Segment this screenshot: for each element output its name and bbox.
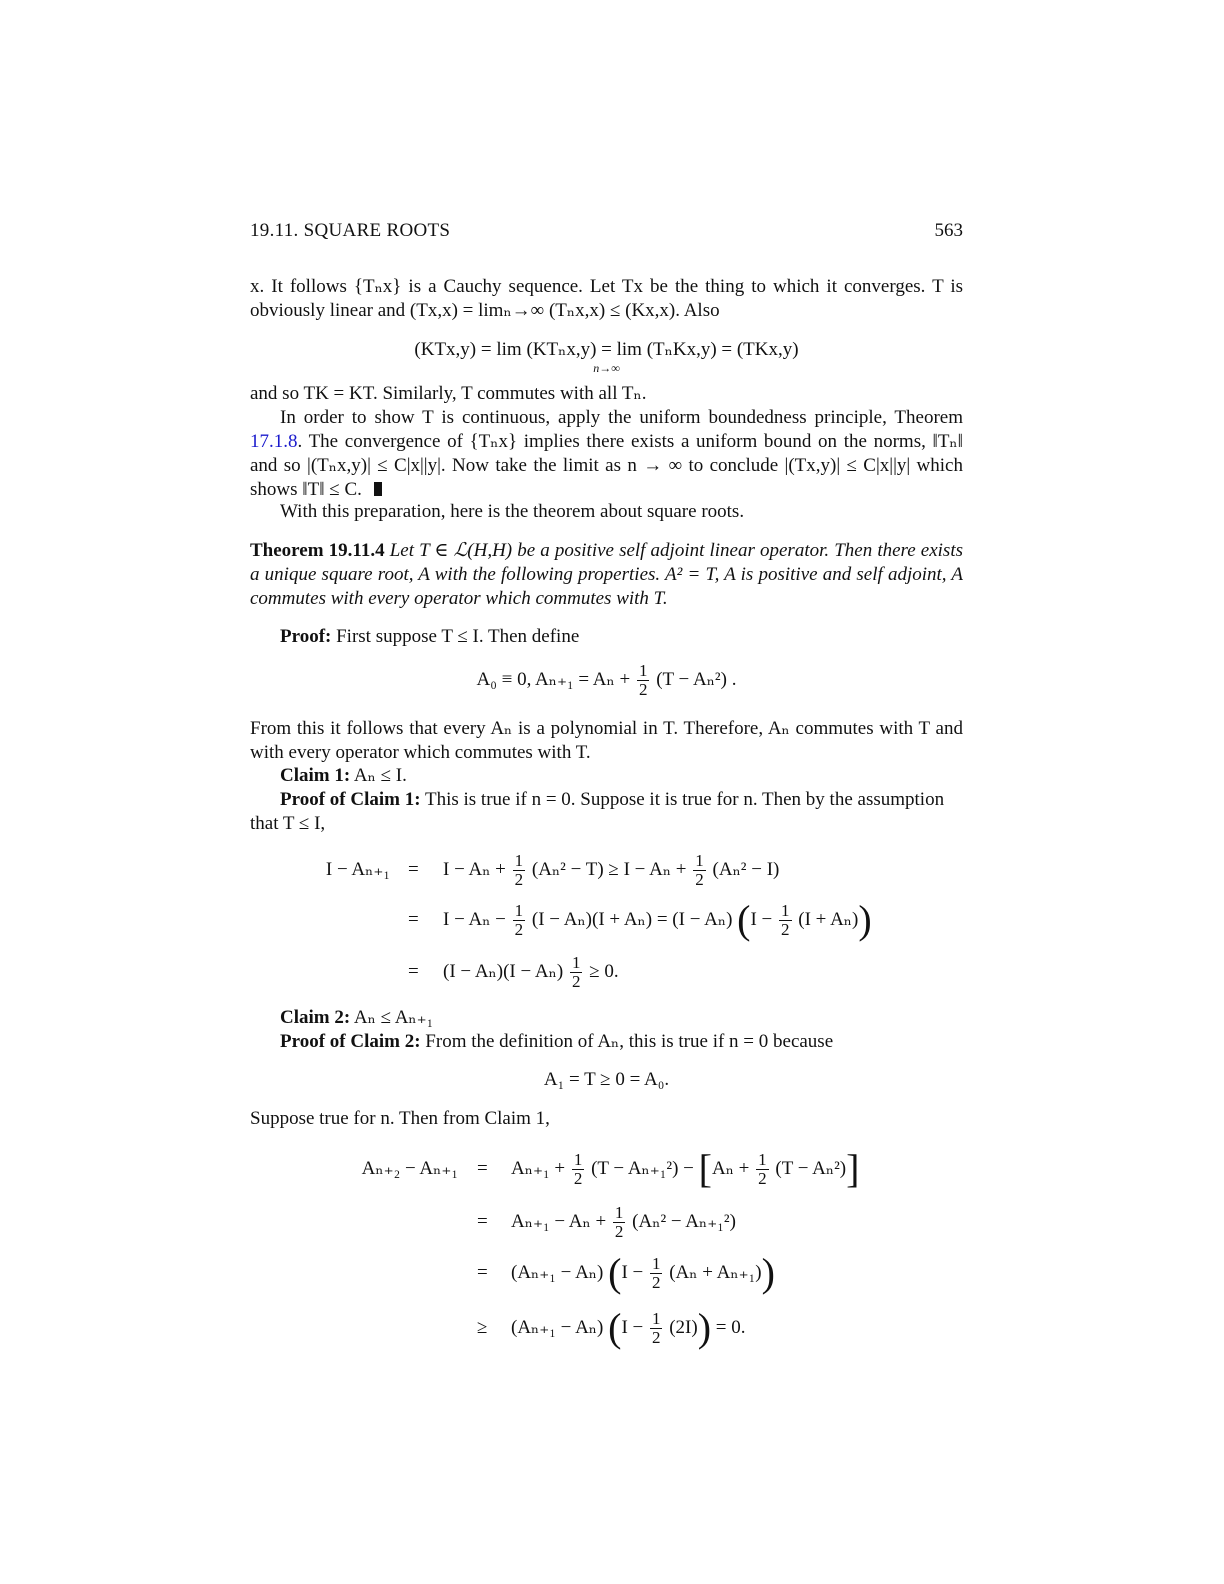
proof-claim-2 (250, 1030, 993, 1054)
eq-row-1: I − Aₙ + $\frac{1}{2}$ (Aₙ² − T) ≥ I − Aₙ + $\frac{1}{2}$ (Aₙ² − I) (443, 851, 780, 890)
claim-1-text: Aₙ ≤ I. (353, 765, 407, 786)
proof-label: Proof: (280, 626, 332, 647)
eq-row-lhs: Aₙ₊₂ − Aₙ₊₁ (361, 1158, 458, 1179)
eq-row-1: Aₙ₊₁ + $\frac{1}{2}$ (T − Aₙ₊₁²) − [Aₙ + $\frac{1}{2}$ (T − Aₙ²)] (511, 1146, 860, 1191)
eq-relation: ≥ (477, 1317, 488, 1338)
proof-start (250, 625, 993, 649)
paragraph-continuity (250, 406, 963, 502)
paragraph-cauchy: x. It follows {Tₙx} is a Cauchy sequence. Let Tx be the thing to which it converges. T is obviously linear and (Tx,x) = limₙ→∞ (Tₙx,x) ≤ (Kx,x). Also (250, 276, 963, 321)
claim-2 (250, 1006, 993, 1030)
eq-relation: = (408, 909, 419, 930)
paragraph-polynomial: From this it follows that every Aₙ is a polynomial in T. Therefore, Aₙ commutes with T and with every operator which commutes with T. (250, 718, 963, 763)
section-title: 19.11. SQUARE ROOTS (250, 220, 451, 241)
eq-row-2: I − Aₙ − $\frac{1}{2}$ (I − Aₙ)(I + Aₙ) = (I − Aₙ) (I − $\frac{1}{2}$ (I + Aₙ)) (443, 897, 872, 942)
qed-mark (374, 482, 382, 496)
eq-relation: = (408, 961, 419, 982)
eq-row-lhs: I − Aₙ₊₁ (325, 859, 390, 880)
proof-claim-1 (250, 788, 963, 836)
eq-relation: = (408, 859, 419, 880)
eq-row-3: (Aₙ₊₁ − Aₙ) (I − $\frac{1}{2}$ (Aₙ + Aₙ₊₁)) (511, 1250, 775, 1295)
running-header (250, 220, 963, 244)
limit-subscript: n→∞ (593, 361, 620, 375)
theorem-statement (250, 539, 963, 611)
eq-row-2: Aₙ₊₁ − Aₙ + $\frac{1}{2}$ (Aₙ² − Aₙ₊₁²) (511, 1203, 736, 1242)
eq-row-4: (Aₙ₊₁ − Aₙ) (I − $\frac{1}{2}$ (2I)) = 0. (511, 1305, 746, 1350)
theorem-reference-link[interactable]: 17.1.8 (250, 431, 298, 452)
fraction-half: $\frac{1}{2}$ (638, 661, 648, 699)
claim-1-label: Claim 1: (280, 765, 351, 786)
eq-relation: = (477, 1158, 488, 1179)
proof-text: First suppose T ≤ I. Then define (336, 626, 580, 647)
proof-claim-1-text: This is true if n = 0. Suppose it is true for n. Then by the assumption that T ≤ I, (250, 789, 945, 834)
claim-2-label: Claim 2: (280, 1007, 351, 1028)
page-number: 563 (934, 220, 963, 241)
paragraph-tk-kt: and so TK = KT. Similarly, T commutes with all Tₙ. (250, 383, 647, 404)
paragraph-preparation: With this preparation, here is the theorem about square roots. (280, 501, 745, 522)
theorem-body: Let T ∈ ℒ(H,H) be a positive self adjoint linear operator. Then there exists a unique square root, A with the following properties. A² = T, A is positive and self adjoint, A commutes with every operator which commutes with T. (250, 540, 963, 609)
recursion-right: (T − Aₙ²) . (656, 668, 737, 690)
eq-relation: = (477, 1211, 488, 1232)
equation-commute (250, 338, 963, 375)
theorem-label: Theorem 19.11.4 (250, 540, 385, 561)
equation-text: (KTx,y) = lim (KTₙx,y) = lim (TₙKx,y) = (TKx,y) (414, 339, 799, 360)
paragraph-induction: Suppose true for n. Then from Claim 1, (250, 1108, 550, 1129)
continuity-text-start: In order to show T is continuous, apply the uniform boundedness principle, Theorem (280, 407, 963, 428)
equation-recursion (250, 662, 963, 699)
proof-claim-1-label: Proof of Claim 1: (280, 789, 421, 810)
claim-1 (250, 764, 993, 788)
proof-claim-2-label: Proof of Claim 2: (280, 1031, 421, 1052)
equation-base-case: A₁ = T ≥ 0 = A₀. (543, 1069, 670, 1090)
continuity-text-end: . The convergence of {Tₙx} implies there exists a uniform bound on the norms, ‖Tₙ‖ and so |(Tₙx,y)| ≤ C|x||y|. Now take the limit as n → ∞ to conclude |(Tx,y)| ≤ C|x||y| which shows ‖T‖ ≤ C. (250, 431, 963, 500)
eq-row-3: (I − Aₙ)(I − Aₙ) $\frac{1}{2}$ ≥ 0. (443, 953, 619, 992)
proof-claim-2-text: From the definition of Aₙ, this is true if n = 0 because (425, 1031, 834, 1052)
claim-2-text: Aₙ ≤ Aₙ₊₁ (353, 1007, 434, 1028)
recursion-left: A₀ ≡ 0, Aₙ₊₁ = Aₙ + (476, 668, 631, 690)
eq-relation: = (477, 1262, 488, 1283)
